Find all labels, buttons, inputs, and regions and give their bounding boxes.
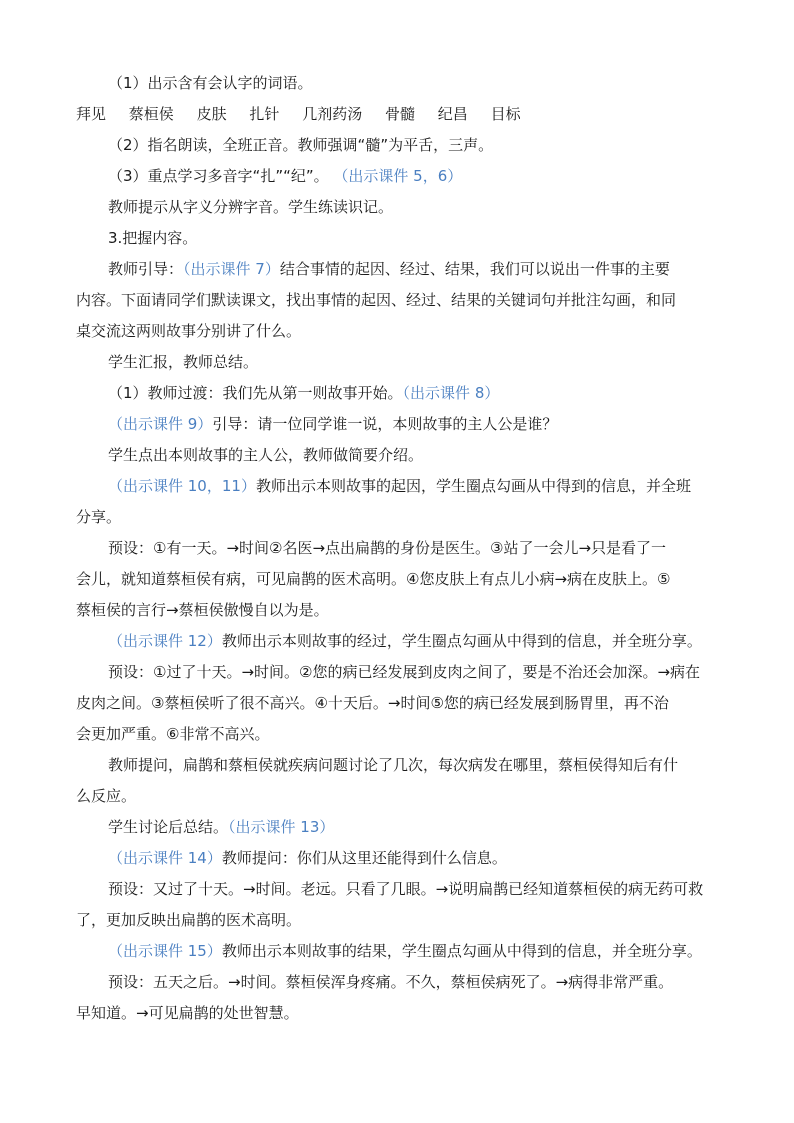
text: 分享。 (76, 508, 122, 526)
text: 会更加严重。⑥非常不高兴。 (76, 725, 270, 743)
paragraph-preset (108, 874, 720, 905)
paragraph (108, 409, 720, 440)
text: （1）教师过渡：我们先从第一则故事开始。 (108, 384, 403, 402)
document-body (76, 68, 720, 1029)
vocab-word: 目标 (490, 105, 521, 123)
paragraph-continued (76, 285, 720, 316)
text: 预设：又过了十天。→时间。老远。只看了几眼。→说明扁鹊已经知道蔡桓侯的病无药可救 (108, 880, 704, 898)
text: 么反应。 (76, 787, 137, 805)
paragraph-continued (76, 316, 720, 347)
vocab-word: 扎针 (249, 105, 280, 123)
paragraph-continued (76, 905, 720, 936)
paragraph (108, 843, 720, 874)
paragraph (108, 192, 720, 223)
paragraph-teacher-guide (108, 254, 720, 285)
courseware-reference: （出示课件 13） (228, 818, 335, 836)
courseware-reference: （出示课件 12） (108, 632, 222, 650)
courseware-reference: （出示课件 10，11） (108, 477, 256, 495)
section-heading (108, 223, 720, 254)
text: 了，更加反映出扁鹊的医术高明。 (76, 911, 302, 929)
paragraph-step-2 (108, 130, 720, 161)
paragraph (108, 626, 720, 657)
paragraph-continued (76, 595, 720, 626)
text: 预设：①有一天。→时间②名医→点出扁鹊的身份是医生。③站了一会儿→只是看了一 (108, 539, 667, 557)
text: （3）重点学习多音字“扎”“纪”。 (108, 167, 334, 185)
paragraph (108, 750, 720, 781)
text: 皮肉之间。③蔡桓侯听了很不高兴。④十天后。→时间⑤您的病已经发展到肠胃里，再不治 (76, 694, 669, 712)
vocab-word: 蔡桓侯 (128, 105, 174, 123)
vocab-word: 纪昌 (437, 105, 468, 123)
courseware-reference: （出示课件 14） (108, 849, 222, 867)
text: 教师提问：你们从这里还能得到什么信息。 (221, 849, 507, 867)
paragraph-continued (76, 564, 720, 595)
courseware-reference: （出示课件 15） (108, 942, 222, 960)
paragraph-preset (108, 967, 720, 998)
paragraph-continued (76, 719, 720, 750)
text: 蔡桓侯的言行→蔡桓侯傲慢自以为是。 (76, 601, 329, 619)
text: 3.把握内容。 (108, 229, 198, 247)
vocab-word: 骨髓 (384, 105, 415, 123)
text: 预设：①过了十天。→时间。②您的病已经发展到皮肉之间了，要是不治还会加深。→病在 (108, 663, 701, 681)
vocab-word: 皮肤 (196, 105, 227, 123)
text: （2）指名朗读，全班正音。教师强调“髓”为平舌，三声。 (108, 136, 494, 154)
text: 学生讨论后总结。 (108, 818, 229, 836)
courseware-reference: （出示课件 8） (402, 384, 500, 402)
paragraph (108, 440, 720, 471)
text: 教师引导： (108, 260, 184, 278)
vocab-word: 几剂药汤 (302, 105, 363, 123)
text: 会儿，就知道蔡桓侯有病，可见扁鹊的医术高明。④您皮肤上有点儿小病→病在皮肤上。⑤ (76, 570, 671, 588)
text: 桌交流这两则故事分别讲了什么。 (76, 322, 302, 340)
paragraph (108, 347, 720, 378)
text: 结合事情的起因、经过、结果，我们可以说出一件事的主要 (279, 260, 670, 278)
text: 预设：五天之后。→时间。蔡桓侯浑身疼痛。不久，蔡桓侯病死了。→病得非常严重。 (108, 973, 674, 991)
paragraph-continued (76, 502, 720, 533)
text: 教师出示本则故事的起因，学生圈点勾画从中得到的信息，并全班 (255, 477, 691, 495)
text: 教师出示本则故事的经过，学生圈点勾画从中得到的信息，并全班分享。 (221, 632, 702, 650)
text: 学生汇报，教师总结。 (108, 353, 259, 371)
paragraph-preset (108, 533, 720, 564)
paragraph (108, 378, 720, 409)
text: 学生点出本则故事的主人公，教师做简要介绍。 (108, 446, 424, 464)
vocab-word: 拜见 (76, 105, 107, 123)
courseware-reference: （出示课件 7） (183, 260, 280, 278)
text: 引导：请一位同学谁一说，本则故事的主人公是谁？ (212, 415, 558, 433)
courseware-reference: （出示课件 9） (108, 415, 213, 433)
paragraph-continued (76, 781, 720, 812)
text: 教师提示从字义分辨字音。学生练读识记。 (108, 198, 394, 216)
text: 早知道。→可见扁鹊的处世智慧。 (76, 1004, 299, 1022)
paragraph-preset (108, 657, 720, 688)
paragraph-step-1 (108, 68, 720, 99)
paragraph (108, 936, 720, 967)
vocabulary-list (76, 99, 720, 130)
text: 教师提问，扁鹊和蔡桓侯就疾病问题讨论了几次，每次病发在哪里，蔡桓侯得知后有什 (108, 756, 679, 774)
paragraph-step-3 (108, 161, 720, 192)
courseware-reference: （出示课件 5，6） (333, 167, 463, 185)
paragraph-continued (76, 998, 720, 1029)
paragraph (108, 812, 720, 843)
text: 教师出示本则故事的结果，学生圈点勾画从中得到的信息，并全班分享。 (221, 942, 702, 960)
paragraph (108, 471, 720, 502)
text: （1）出示含有会认字的词语。 (108, 74, 313, 92)
paragraph-continued (76, 688, 720, 719)
text: 内容。下面请同学们默读课文，找出事情的起因、经过、结果的关键词句并批注勾画，和同 (76, 291, 677, 309)
